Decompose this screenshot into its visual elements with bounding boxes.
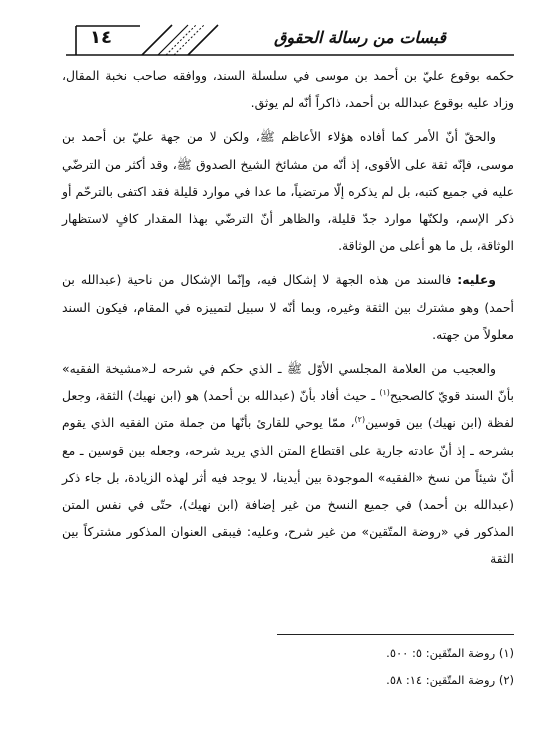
footnote-ref-1: (١) [379,388,390,398]
page-header [62,22,514,60]
footnotes [62,640,514,694]
paragraph-1-text: حكمه بوقوع عليّ بن أحمد بن موسى في سلسلة السند، ووافقه صاحب نخبة المقال، وزاد عليه بوقوع عبدالله بن أحمد، ذاكراً أنّه لم يوثق. [62,68,514,111]
footnote-1: (١) روضة المتّقين: ٥: ٥٠٠. [386,646,514,660]
paragraph-4 [62,355,514,573]
paragraph-4-text-b: ـ حيث أفاد بأنّ (عبدالله بن أحمد) هو (ابن نهيك) الثقة، وجعل لفظة (ابن نهيك) بين قوسين [62,388,515,431]
page-number: ١٤ [90,27,112,48]
paragraph-3 [62,266,514,348]
paragraph-3-lead: وعليه: [457,272,496,288]
paragraph-3-text: فالسند من هذه الجهة لا إشكال فيه، وإنّما الإشكال من ناحية (عبدالله بن أحمد) وهو مشترك بين الثقة وغيره، وبما أنّه لا سبيل لتمييزه في المقام، فيكون السند معلولاً من جهته. [62,272,514,342]
main-text [62,62,514,573]
footnote-separator [277,634,514,635]
footnote-2: (٢) روضة المتّقين: ١٤: ٥٨. [386,673,514,687]
footnote-ref-2: (٢) [354,415,366,425]
paragraph-2 [62,123,514,259]
paragraph-1 [62,62,514,116]
paragraph-4-text-a: والعجيب من العلامة المجلسي الأوّل ﷺ ـ الذي حكم في شرحه لـ«مشيخة الفقيه» بأنّ السند قويّ كالصحيح [62,361,514,404]
paragraph-2-text: والحقّ أنّ الأمر كما أفاده هؤلاء الأعاظم ﷺ، ولكن لا من جهة عليّ بن أحمد بن موسى، فإنّه ثقة على الأقوى، إذ أنّه من مشائخ الشيخ الصدوق ﷺ، وقد أكثر من الترضّي عليه في جميع كتبه، بل لم يذكره إلّا مرتضياً، ما عدا في موارد قليلة فقد اكتفى بالترحّم أو ذكر الإسم، ولكنّها موارد جدّ قليلة، والظاهر أنّ الترضّي بهذا المقدار كافٍ لاستظهار الوثاقة، بل ما هو أعلى من الوثاقة. [62,129,514,254]
paragraph-4-text-c: ، ممّا يوحي للقارئ بأنّها من جملة متن الفقيه الذي يقوم بشرحه ـ إذ أنّ عادته جارية على اقتطاع المتن الذي يريد شرحه، وجعله بين قوسين ـ مع أنّ شيئاً من نسخ «الفقيه» الموجودة بين أيدينا، لا يوجد فيه أثر لهذه الزيادة، بل جاء ذكر (عبدالله بن أحمد) في جميع النسخ من غير إضافة (ابن نهيك)، حتّى في نفس المتن المذكور في «روضة المتّقين» من غير شرح، وعليه: فيبقى العنوان المذكور مشتركاً بين الثقة [62,415,514,567]
running-title: قبسات من رسالة الحقوق [273,28,446,47]
